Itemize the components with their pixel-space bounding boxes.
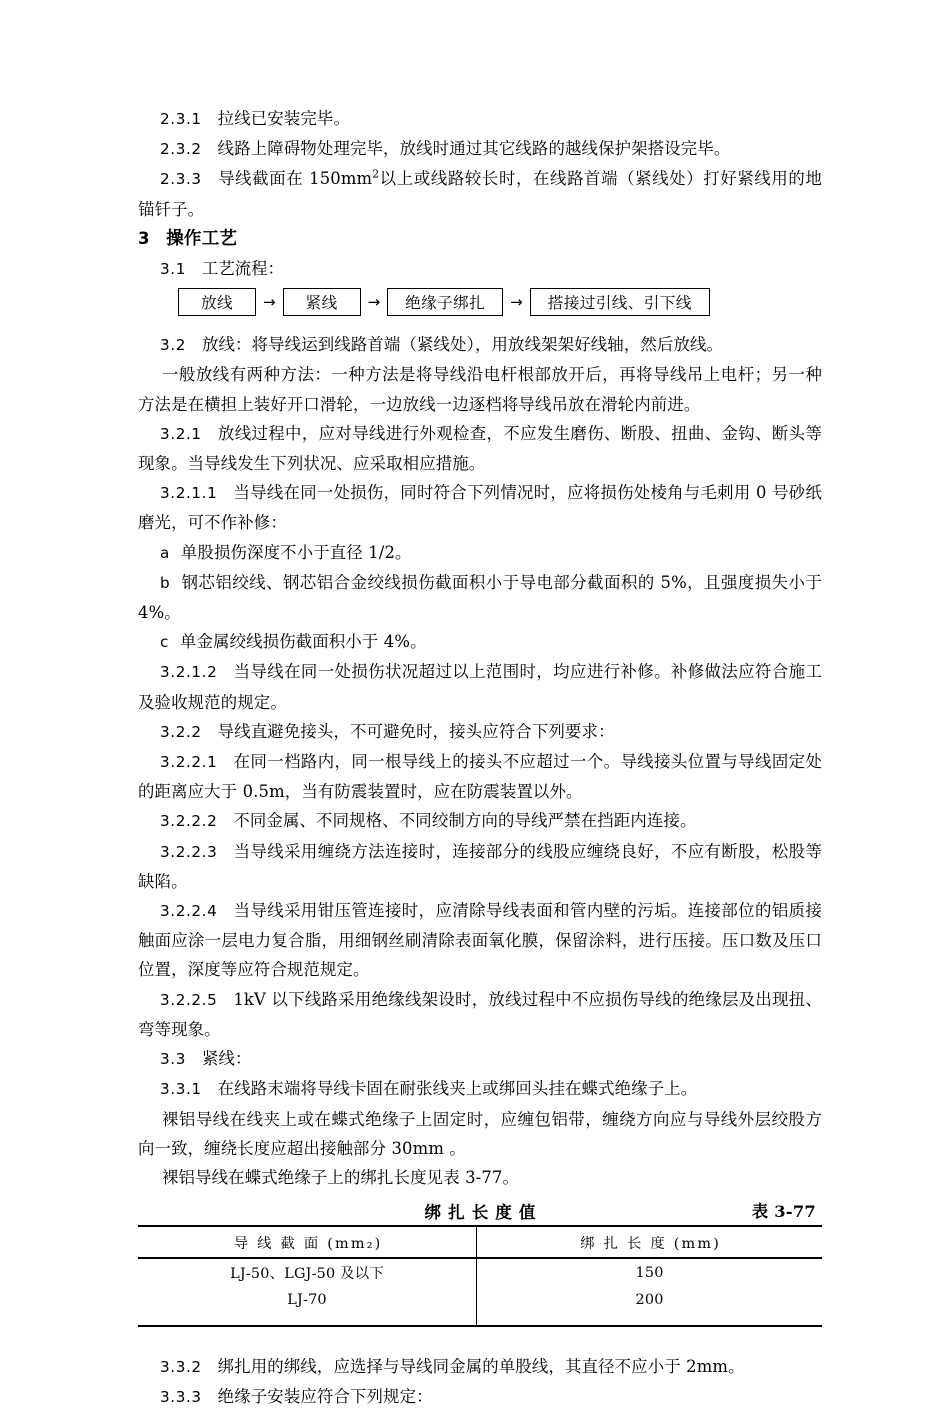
- clause-number: 3.2.1.2: [160, 663, 218, 682]
- paragraph-3-2-2-4: [138, 896, 822, 985]
- flow-arrow-icon: →: [510, 293, 523, 312]
- table-number: 表 3-77: [751, 1202, 816, 1222]
- paragraph-3-3-3: [138, 1382, 822, 1412]
- clause-text: 拉线已安装完毕。: [217, 109, 350, 128]
- clause-text: 1kV 以下线路采用绝缘线架设时，放线过程中不应损伤导线的绝缘层及出现扭、弯等现象。: [138, 989, 822, 1039]
- cell-binding-length: 150: [635, 1264, 664, 1281]
- clause-number: 3.2.2.2: [160, 812, 218, 831]
- list-text: 钢芯铝绞线、钢芯铝合金绞线损伤截面积小于导电部分截面积的 5%，且强度损失小于 4%。: [138, 572, 822, 623]
- paragraph-3-3-1-note-2: 裸铝导线在蝶式绝缘子上的绑扎长度见表 3-77。: [162, 1167, 520, 1187]
- paragraph-3-2: [138, 330, 822, 360]
- list-letter: c: [160, 633, 169, 652]
- clause-number: 3.2.1.1: [160, 484, 218, 503]
- clause-text: 放线过程中，应对导线进行外观检查，不应发生磨伤、断股、扭曲、金钩、断头等现象。当导线发生下列状况、应采取相应措施。: [138, 423, 822, 474]
- cell-conductor-section: LJ-50、LGJ-50 及以下: [138, 1258, 477, 1286]
- clause-number: 3.3.1: [160, 1080, 202, 1099]
- clause-number: 3.2: [160, 336, 186, 355]
- list-letter: a: [160, 543, 170, 562]
- clause-number: 3.2.2: [160, 722, 202, 741]
- table-binding-length: [138, 1199, 822, 1327]
- superscript-2: 2: [372, 167, 380, 181]
- paragraph-3-2-2-3: [138, 837, 822, 896]
- clause-text: 在同一档路内，同一根导线上的接头不应超过一个。导线接头位置与导线固定处的距离应大于 0.5m，当有防震装置时，应在防震装置以外。: [138, 752, 822, 802]
- clause-number: 2.3.2: [160, 140, 202, 159]
- flow-step-3: 绝缘子绑扎: [387, 288, 503, 316]
- clause-text: 导线直避免接头，不可避免时，接头应符合下列要求：: [217, 721, 615, 741]
- clause-text: 紧线：: [201, 1049, 252, 1069]
- clause-number: 3.2.2.3: [160, 842, 218, 861]
- clause-text: 当导线采用钳压管连接时，应清除导线表面和管内壁的污垢。连接部位的铝质接触面应涂一层电力复合脂，用细钢丝刷清除表面氧化膜，保留涂料，进行压接。压口数及压口位置，深度等应符合规范规定。: [138, 901, 822, 980]
- list-item-c: [138, 627, 822, 657]
- paragraph-2-3-2: [138, 134, 822, 164]
- list-text: 单金属绞线损伤截面积小于 4%。: [179, 632, 427, 652]
- table-header-row: [138, 1226, 822, 1258]
- clause-text: 线路上障碍物处理完毕，放线时通过其它线路的越线保护架搭设完毕。: [217, 139, 731, 159]
- clause-text-post: 以上或线路较长时，在线路首端（紧线处）打好紧线用的地锚钎子。: [138, 169, 822, 219]
- paragraph-3-2-2: [138, 717, 822, 747]
- clause-number: 3.3.2: [160, 1358, 202, 1377]
- paragraph-3-2-2-5: [138, 985, 822, 1044]
- paragraph-2-3-1: [138, 104, 822, 134]
- flow-arrow-icon: →: [367, 293, 381, 312]
- binding-length-table: [138, 1225, 822, 1327]
- paragraph-2-3-3: [138, 164, 822, 223]
- flow-step-2: 紧线: [283, 288, 361, 316]
- list-item-b: [138, 568, 822, 627]
- column-header-conductor-section: 导 线 截 面 (mm₂): [138, 1226, 477, 1258]
- table-row: [138, 1286, 822, 1326]
- paragraph-3-2-1: [138, 419, 822, 478]
- page-content: [138, 104, 822, 1413]
- clause-text: 在线路末端将导线卡固在耐张线夹上或绑回头挂在蝶式绝缘子上。: [217, 1079, 698, 1099]
- clause-text: 当导线在同一处损伤状况超过以上范围时，均应进行补修。补修做法应符合施工及验收规范的规定。: [138, 662, 822, 712]
- clause-number: 3.2.2.5: [160, 990, 218, 1009]
- flow-step-4: 搭接过引线、引下线: [530, 288, 710, 316]
- table-title: 绑扎长度值: [424, 1202, 543, 1223]
- flow-step-1: 放线: [178, 288, 256, 316]
- heading-text: 操作工艺: [166, 228, 238, 249]
- clause-number: 3.2.2.4: [160, 902, 218, 921]
- table-row: [138, 1258, 822, 1286]
- cell-conductor-section: LJ-70: [138, 1286, 477, 1326]
- clause-text: 当导线采用缠绕方法连接时，连接部分的线股应缠绕良好，不应有断股，松股等缺陷。: [138, 841, 822, 891]
- clause-text: 绑扎用的绑线，应选择与导线同金属的单股线，其直径不应小于 2mm。: [217, 1357, 745, 1377]
- list-item-a: [138, 538, 822, 568]
- clause-number: 3.3: [160, 1050, 186, 1069]
- process-flowchart: [178, 287, 822, 317]
- paragraph-3-2-1-2: [138, 657, 822, 716]
- clause-number: 2.3.1: [160, 110, 202, 128]
- clause-text: 当导线在同一处损伤，同时符合下列情况时，应将损伤处棱角与毛刺用 0 号砂纸磨光，可不作补修：: [138, 483, 822, 533]
- column-header-binding-length: 绑 扎 长 度 (mm): [477, 1226, 822, 1258]
- cell-binding-length: 200: [477, 1286, 822, 1326]
- list-letter: b: [160, 573, 171, 592]
- clause-text: 放线：将导线运到线路首端（紧线处），用放线架架好线轴，然后放线。: [201, 335, 724, 355]
- clause-text-pre: 导线截面在 150mm: [217, 169, 373, 189]
- flow-arrow-icon: →: [263, 293, 276, 312]
- paragraph-3-2-2-1: [138, 747, 822, 806]
- heading-3-operation-process: [138, 224, 822, 254]
- heading-number: 3: [138, 228, 151, 248]
- paragraph-3-3-2: [138, 1352, 822, 1382]
- clause-number: 3.2.2.1: [160, 753, 218, 772]
- table-caption: [138, 1199, 822, 1225]
- clause-number: 2.3.3: [160, 170, 202, 189]
- clause-number: 3.2.1: [160, 424, 202, 443]
- paragraph-3-2-1-1: [138, 478, 822, 537]
- heading-text: 工艺流程：: [201, 259, 284, 279]
- heading-3-1-process-flow: [138, 254, 822, 284]
- heading-number: 3.1: [160, 260, 186, 279]
- paragraph-3-3-1-note-1: 裸铝导线在线夹上或在蝶式绝缘子上固定时，应缠包铝带，缠绕方向应与导线外层绞股方向一致，缠绕长度应超出接触部分 30mm 。: [138, 1109, 822, 1158]
- paragraph-3-3-1: [138, 1074, 822, 1104]
- clause-text: 绝缘子安装应符合下列规定：: [217, 1387, 433, 1407]
- list-text: 单股损伤深度不小于直径 1/2。: [180, 542, 412, 562]
- paragraph-3-2-note: 一般放线有两种方法：一种方法是将导线沿电杆根部放开后，再将导线吊上电杆；另一种方法是在横担上装好开口滑轮，一边放线一边逐档将导线吊放在滑轮内前进。: [138, 365, 822, 414]
- paragraph-3-2-2-2: [138, 806, 822, 836]
- paragraph-3-3: [138, 1044, 822, 1074]
- clause-number: 3.3.3: [160, 1388, 202, 1407]
- clause-text: 不同金属、不同规格、不同绞制方向的导线严禁在挡距内连接。: [233, 811, 697, 831]
